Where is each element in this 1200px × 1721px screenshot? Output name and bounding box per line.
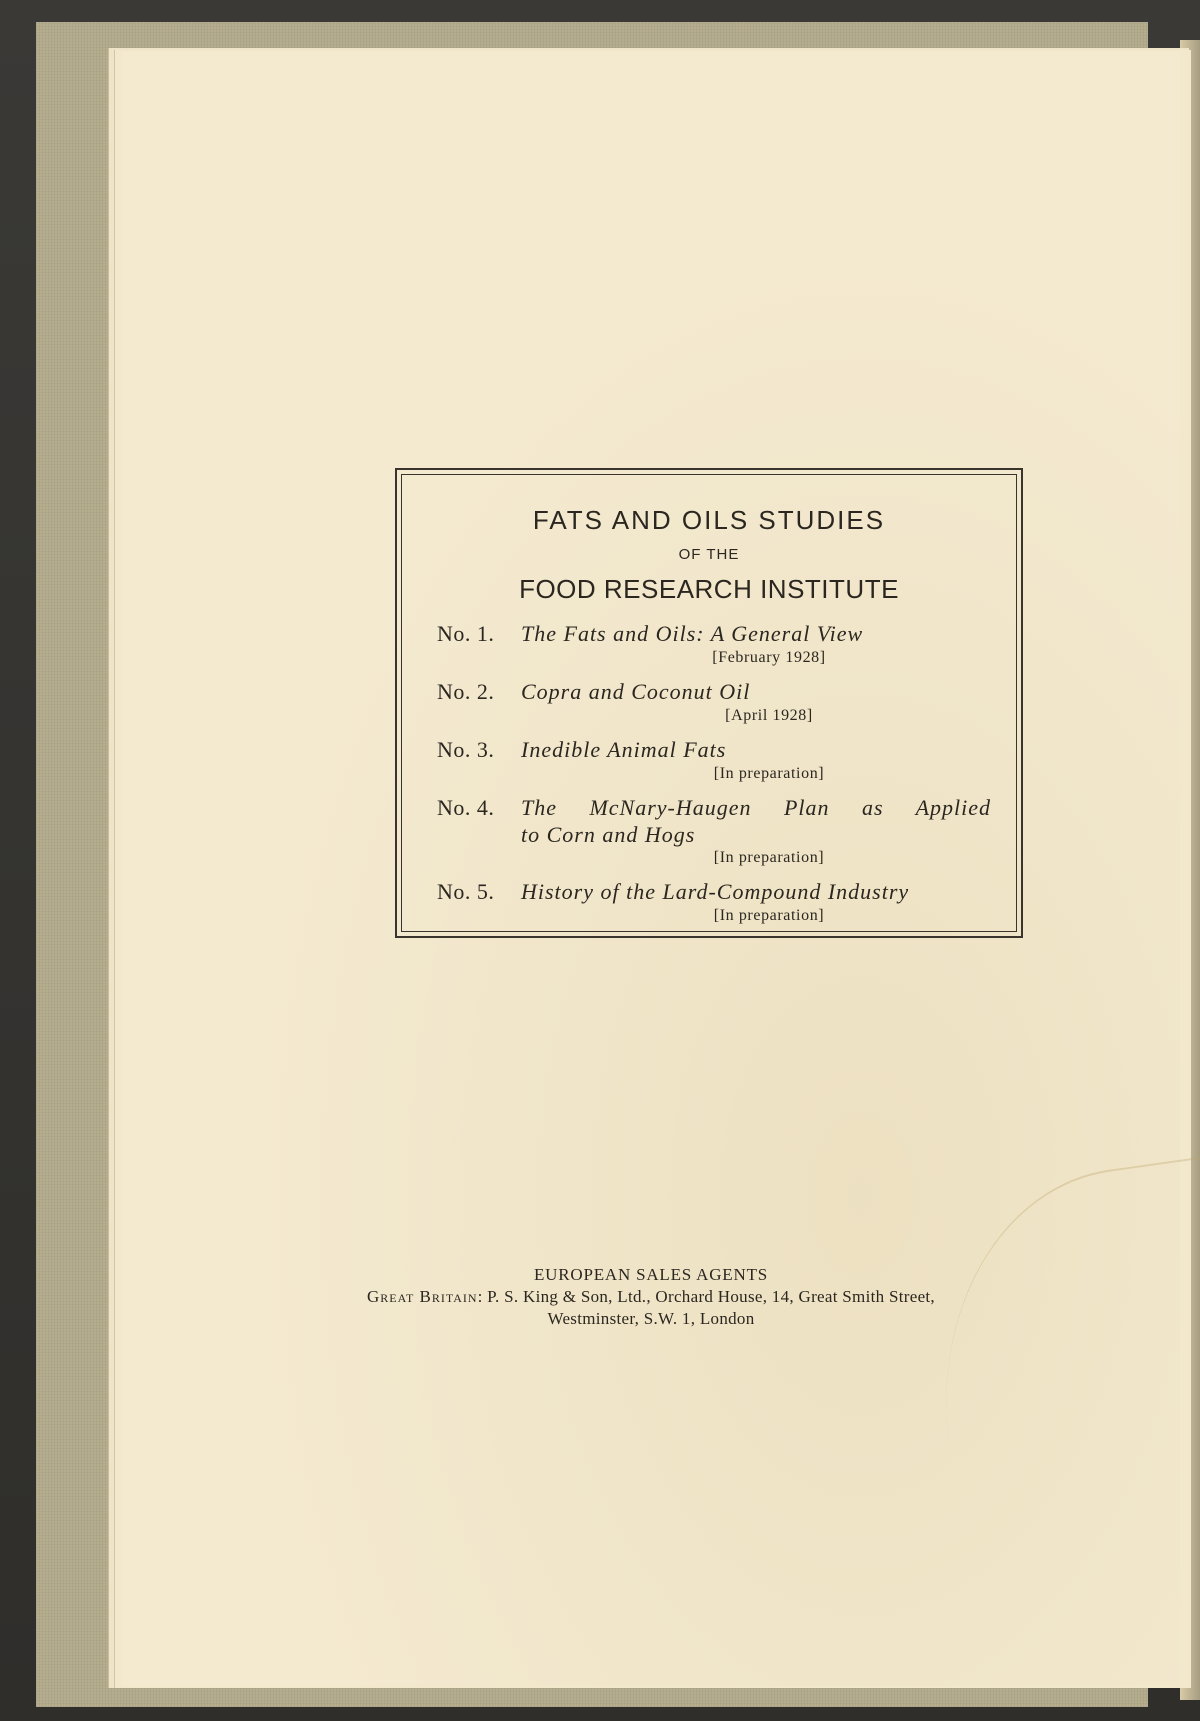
series-box <box>395 468 1023 938</box>
agents-country: Great Britain <box>367 1287 478 1306</box>
study-status: [April 1928] <box>725 707 813 724</box>
study-status: [In preparation] <box>713 765 825 782</box>
agents-address-line1 <box>122 1286 1180 1308</box>
water-stain <box>914 1151 1200 1615</box>
study-title: Inedible Animal Fats <box>521 737 727 762</box>
study-item <box>437 678 991 726</box>
study-item <box>437 878 991 926</box>
series-title: FATS AND OILS STUDIES <box>532 505 886 535</box>
study-status: [February 1928] <box>712 649 826 666</box>
study-number: No. 1. <box>437 621 495 646</box>
study-title: The McNary-Haugen Plan as Applied <box>521 795 991 820</box>
agents-heading: EUROPEAN SALES AGENTS <box>533 1265 769 1284</box>
study-item <box>437 794 991 868</box>
sales-agents <box>122 1264 1180 1330</box>
study-title: Copra and Coconut Oil <box>521 679 751 704</box>
series-connector: OF THE <box>678 546 740 563</box>
institute-name: FOOD RESEARCH INSTITUTE <box>519 574 899 604</box>
agents-address-line2: Westminster, S.W. 1, London <box>547 1309 755 1328</box>
study-title: The Fats and Oils: A General View <box>521 621 864 646</box>
study-item <box>437 620 991 668</box>
study-number: No. 3. <box>437 737 495 762</box>
study-item <box>437 736 991 784</box>
study-status: [In preparation] <box>713 849 825 866</box>
study-status: [In preparation] <box>713 907 825 924</box>
study-title: History of the Lard-Compound Industry <box>521 879 910 904</box>
study-number: No. 5. <box>437 879 495 904</box>
study-number: No. 4. <box>437 795 495 820</box>
agents-address: : P. S. King & Son, Ltd., Orchard House, 14, Great Smith Street, <box>477 1287 935 1306</box>
study-number: No. 2. <box>437 679 495 704</box>
studies-list <box>437 620 991 936</box>
study-title-continuation: to Corn and Hogs <box>521 822 696 847</box>
